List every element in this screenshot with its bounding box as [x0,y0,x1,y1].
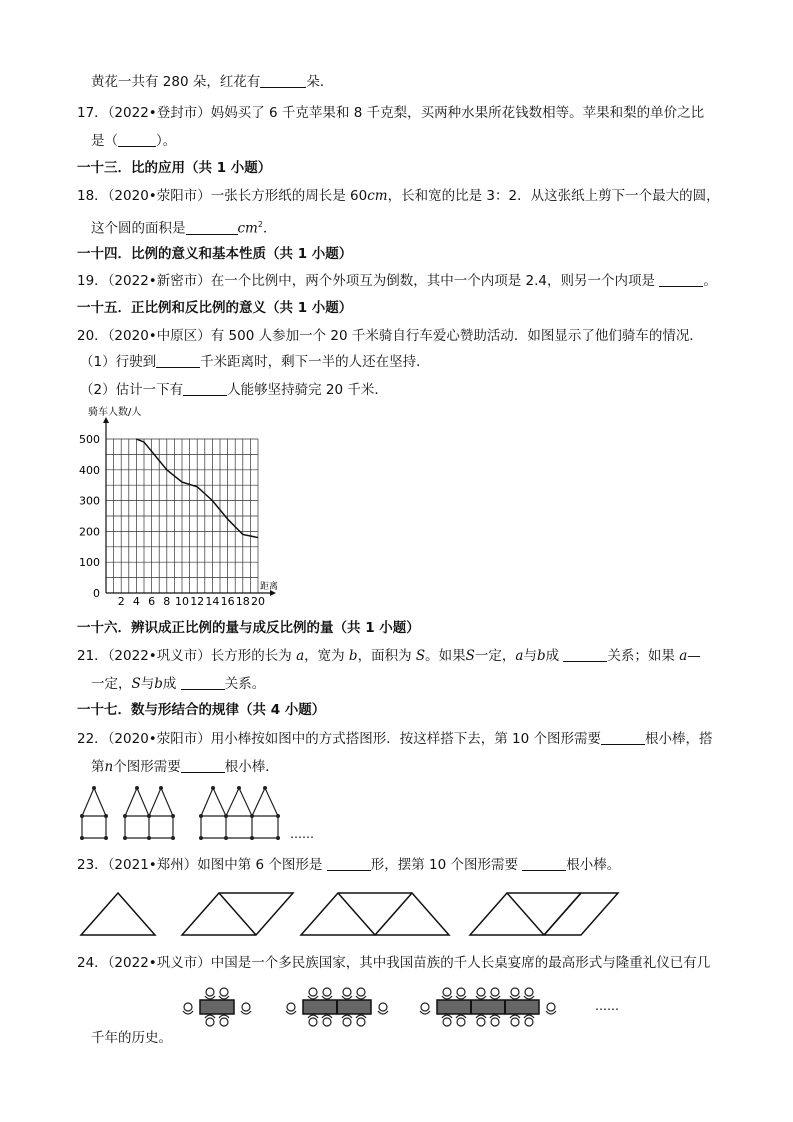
person-icon [220,1018,228,1026]
person-icon [323,988,331,996]
y-tick-label: 300 [79,494,100,508]
person-icon [220,988,228,996]
question-17: 17．（2022•登封市）妈妈买了 6 千克苹果和 8 千克梨，买两种水果所花钱数相等。苹果和梨的单价之比 [77,105,705,121]
person-icon [511,1018,519,1026]
x-tick-label: 8 [163,595,171,608]
y-tick-label: 500 [79,433,100,446]
x-tick-label: 14 [205,595,220,608]
triangle-figures [0,885,793,945]
answer-blank[interactable] [522,856,566,871]
answer-blank[interactable] [563,647,607,662]
stick-house-figures [0,780,793,850]
y-tick-label: 200 [79,525,100,539]
person-icon [357,988,365,996]
person-icon [443,1018,451,1026]
x-tick-label: 18 [235,595,250,608]
person-icon [477,988,485,996]
question-18: 18．（2020•荥阳市）一张长方形纸的周长是 60cm，长和宽的比是 3：2．从这张纸上剪下一个最大的圆， [77,188,720,204]
answer-blank[interactable] [181,758,225,773]
person-icon [206,1018,214,1026]
x-tick-label: 2 [117,595,125,608]
x-tick-label: 10 [175,595,189,608]
question-24: 24．（2022•巩义市）中国是一个多民族国家，其中我国苗族的千人长桌宴席的最高形式与隆重礼仪已有几 [77,955,711,971]
person-icon [511,988,519,996]
question-17-line2: 是（ ）。 [91,133,177,149]
x-axis-label: 距离 [260,582,279,592]
continuation-dots: …… [290,827,314,841]
x-tick-label: 12 [190,595,205,608]
person-icon [547,1003,555,1011]
question-22: 22．（2020•荥阳市）用小棒按如图中的方式搭图形．按这样搭下去，第 10 个图形需要 根小棒，搭 [77,731,713,747]
person-icon [242,1003,250,1011]
continuation-dots: …… [595,999,619,1013]
x-tick-label: 4 [132,595,140,608]
person-icon [309,988,317,996]
question-19: 19．（2022•新密市）在一个比例中，两个外项互为倒数，其中一个内项是 2.4，则另一个内项是 。 [77,273,717,289]
section-heading-13: 一十三．比的应用（共 1 小题） [77,160,272,176]
person-icon [457,988,465,996]
section-heading-14: 一十四．比例的意义和基本性质（共 1 小题） [77,246,353,262]
answer-blank[interactable] [601,730,645,745]
person-icon [343,988,351,996]
person-icon [379,1003,387,1011]
person-icon [477,1018,485,1026]
person-icon [309,1018,317,1026]
person-icon [357,1018,365,1026]
person-icon [206,988,214,996]
long-table [200,1000,234,1014]
person-icon [491,1018,499,1026]
question-20-part2: （2）估计一下有 人能够坚持骑完 20 千米． [80,382,388,398]
person-icon [457,1018,465,1026]
person-icon [421,1003,429,1011]
question-21-line2: 一定，S与b成 关系。 [91,676,266,692]
person-icon [184,1003,192,1011]
question-21: 21．（2022•巩义市）长方形的长为 a，宽为 b，面积为 S。如果S一定，a与b成 关系；如果 a— [77,648,701,664]
answer-blank[interactable] [181,675,225,690]
section-heading-17: 一十七．数与形结合的规律（共 4 小题） [77,702,326,718]
question-18-line2: 这个圆的面积是 $cm^2$． [91,220,277,237]
person-icon [443,988,451,996]
section-heading-15: 一十五．正比例和反比例的意义（共 1 小题） [77,300,353,316]
x-tick-label: 20 [251,595,265,608]
question-22-line2: 第n个图形需要 根小棒． [91,759,279,775]
y-tick-label: 100 [79,556,100,570]
y-tick-label: 0 [93,587,100,600]
question-20: 20．（2020•中原区）有 500 人参加一个 20 千米骑自行车爱心赞助活动．如图显示了他们骑车的情况． [77,328,703,344]
x-tick-label: 6 [148,595,156,608]
question-23: 23．（2021•郑州）如图中第 6 个图形是 形，摆第 10 个图形需要 根小棒。 [77,857,621,873]
question-24-line2: 千年的历史。 [91,1030,172,1046]
y-axis-label: 骑车人数/人 [88,407,142,418]
section-heading-16: 一十六．辨识成正比例的量与成反比例的量（共 1 小题） [77,620,420,636]
person-icon [323,1018,331,1026]
person-icon [525,1018,533,1026]
answer-blank[interactable] [327,856,371,871]
long-table [437,1000,539,1014]
person-icon [287,1003,295,1011]
y-tick-label: 400 [79,463,100,477]
x-tick-label: 16 [220,595,235,608]
person-icon [525,988,533,996]
person-icon [491,988,499,996]
person-icon [343,1018,351,1026]
question-20-part1: （1）行驶到 千米距离时，剩下一半的人还在坚持． [80,354,430,370]
q16-continuation: 黄花一共有 280 朵，红花有 朵． [91,74,334,90]
